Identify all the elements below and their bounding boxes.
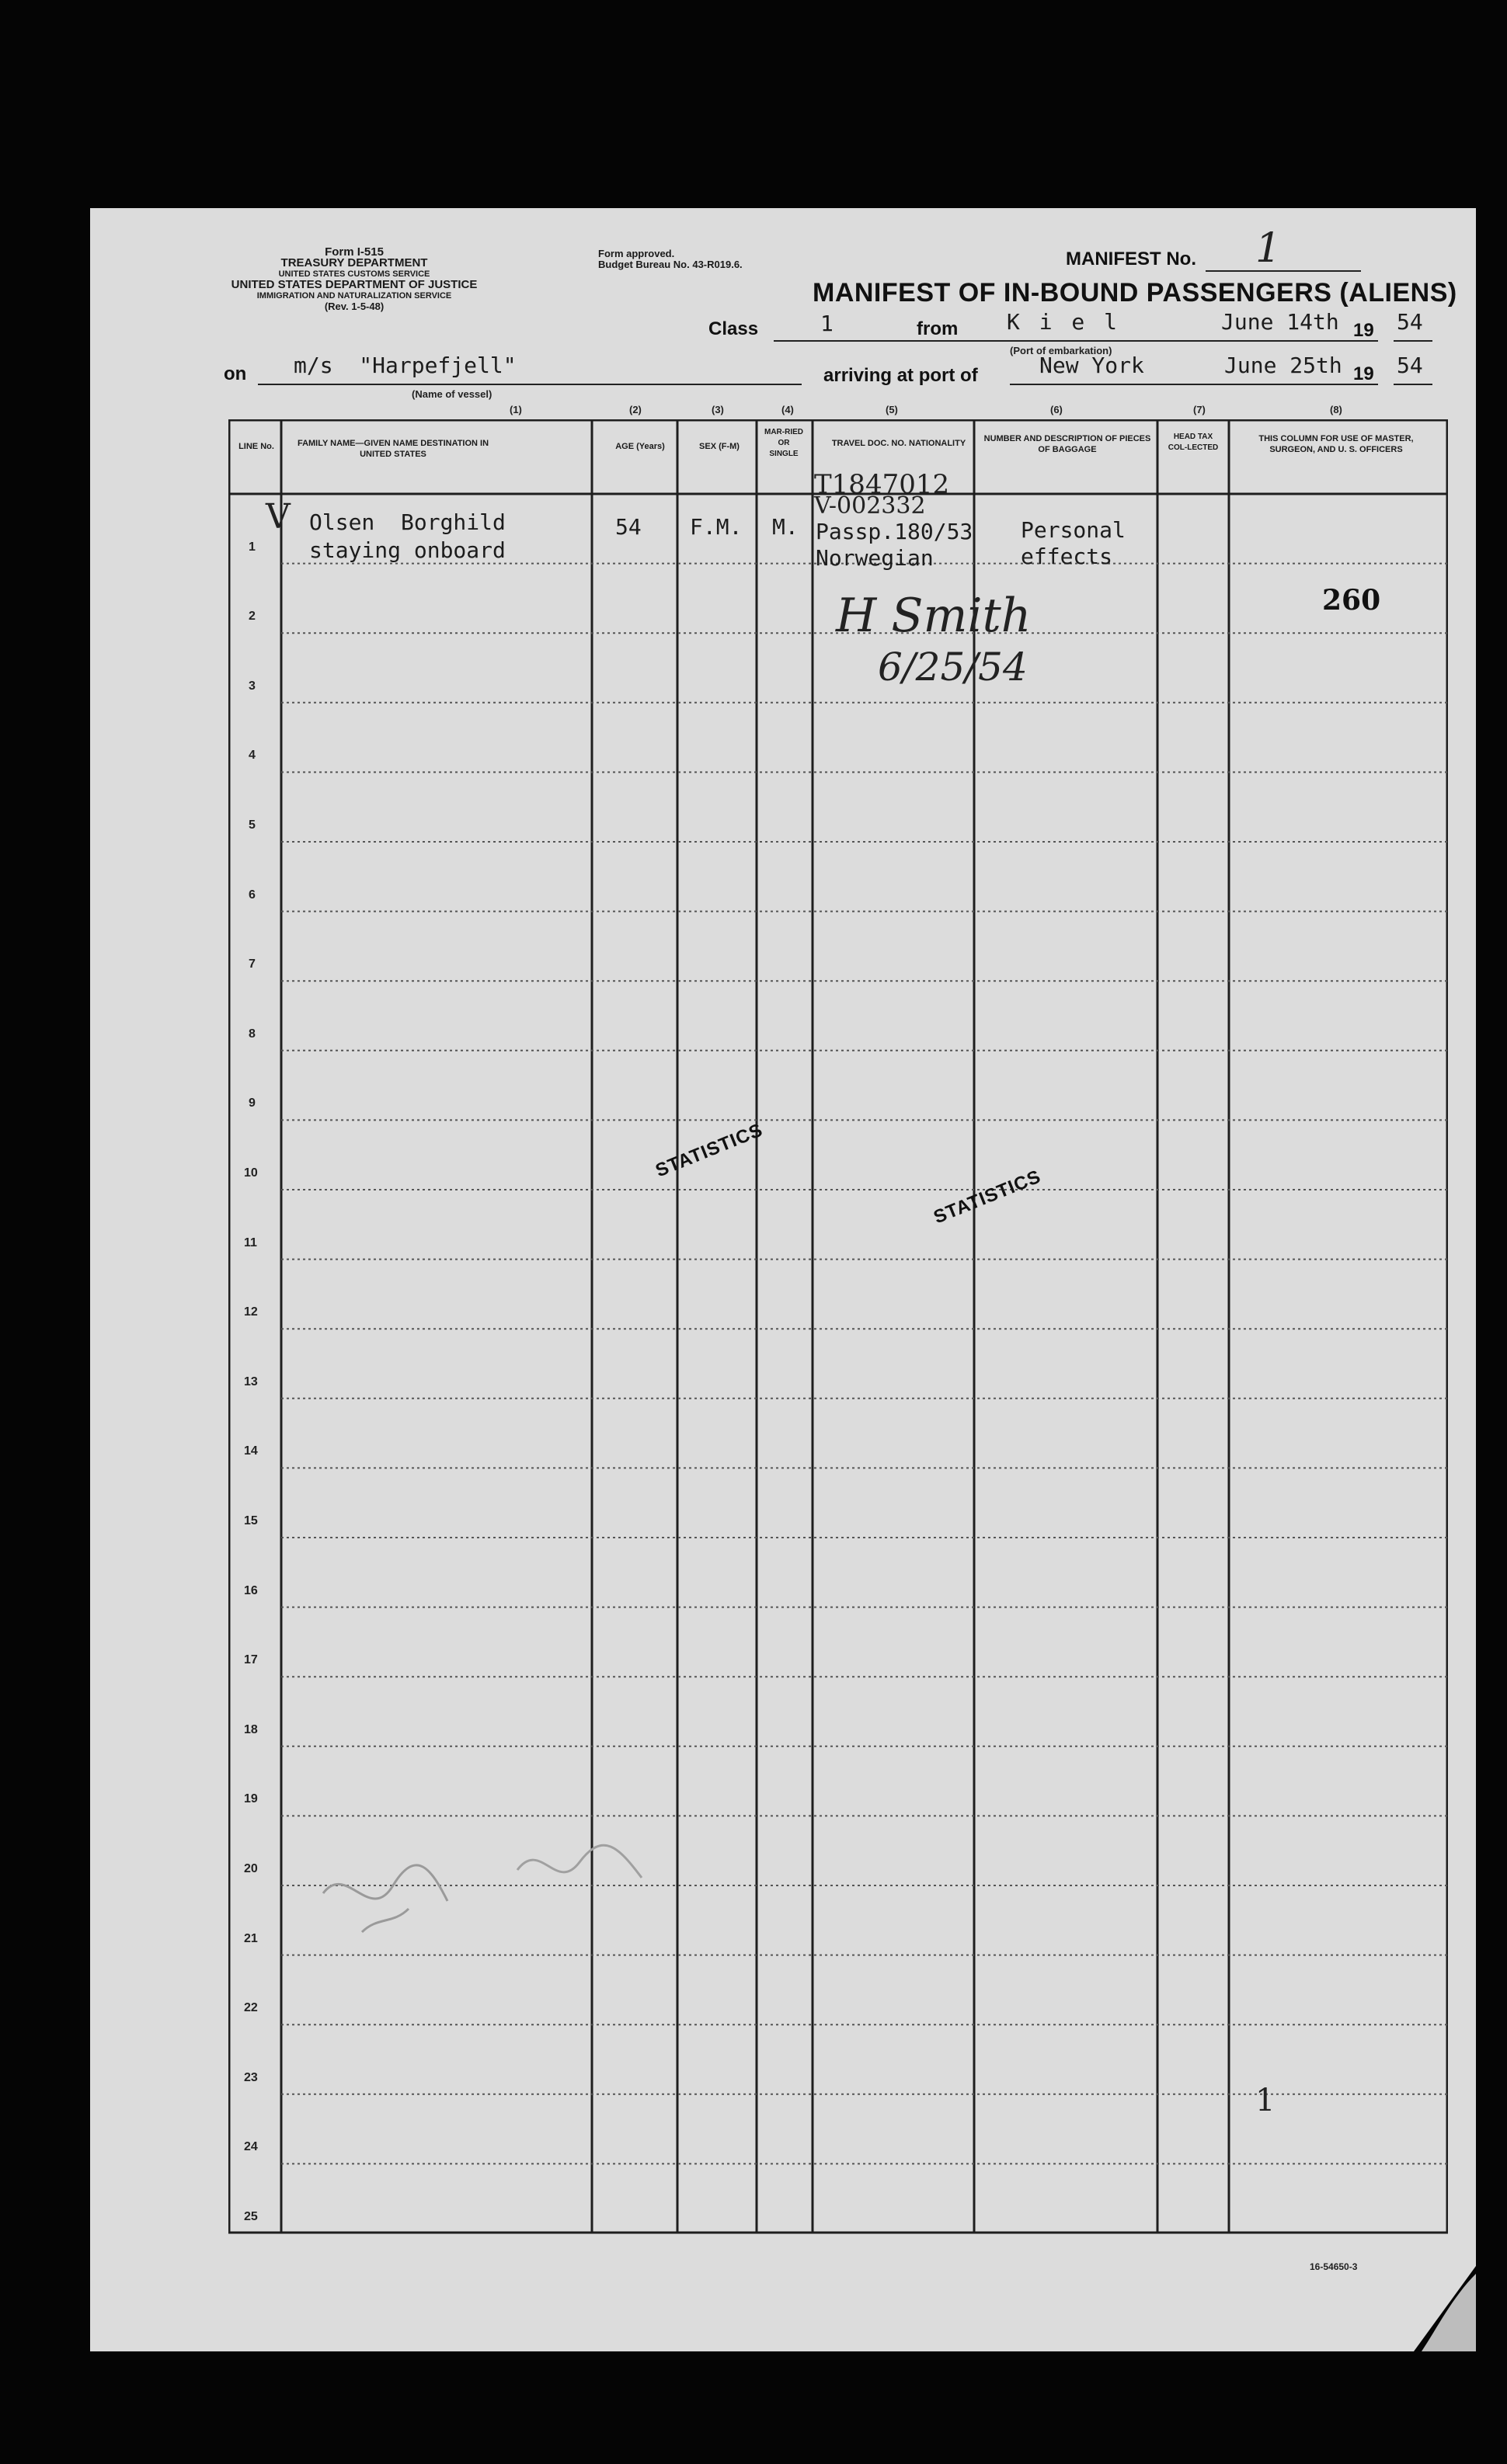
agency-line: UNITED STATES CUSTOMS SERVICE bbox=[278, 269, 430, 279]
officer-number: 260 bbox=[1322, 584, 1381, 617]
column-number: (5) bbox=[886, 404, 898, 415]
embarkation-port: K i e l bbox=[1007, 309, 1121, 335]
line-number: 21 bbox=[244, 1931, 258, 1945]
passenger-age: 54 bbox=[615, 514, 642, 540]
passenger-marital-status: M. bbox=[772, 514, 799, 540]
class-line bbox=[774, 340, 996, 342]
manifest-page bbox=[90, 208, 1476, 2351]
vessel-name: m/s "Harpefjell" bbox=[294, 353, 517, 378]
header-married: MAR-RIED OR SINGLE bbox=[764, 428, 803, 458]
statistics-stamp: STATISTICS bbox=[931, 1166, 1044, 1229]
approval-line: Budget Bureau No. 43-R019.6. bbox=[598, 259, 743, 270]
departure-date: June 14th bbox=[1221, 309, 1339, 335]
travel-doc-handwritten: T1847012 bbox=[814, 469, 950, 500]
year-prefix: 19 bbox=[1353, 363, 1374, 384]
line-number: 6 bbox=[249, 888, 256, 902]
vessel-line bbox=[258, 384, 802, 385]
baggage-description: Personal bbox=[1021, 517, 1126, 543]
approval-line: Form approved. bbox=[598, 248, 675, 259]
passenger-table-grid bbox=[228, 419, 1448, 2236]
manifest-no-line bbox=[1206, 270, 1361, 272]
tick-mark: 1 bbox=[1255, 2083, 1276, 2118]
manifest-label: MANIFEST No. bbox=[1066, 248, 1196, 269]
line-number: 9 bbox=[249, 1096, 256, 1110]
arrival-port-line bbox=[1010, 384, 1232, 385]
arrival-date-line bbox=[1202, 384, 1378, 385]
column-number: (7) bbox=[1193, 404, 1206, 415]
line-number: 1 bbox=[249, 540, 256, 554]
year-prefix: 19 bbox=[1353, 320, 1374, 341]
header-line-no: LINE No. bbox=[238, 442, 274, 451]
passenger-destination: staying onboard bbox=[309, 537, 506, 563]
line-number: 16 bbox=[244, 1583, 258, 1597]
faint-scribble bbox=[510, 1831, 665, 1901]
column-number: (2) bbox=[629, 404, 642, 415]
form-number: Form I-515 bbox=[325, 245, 384, 259]
agency-line: TREASURY DEPARTMENT bbox=[280, 256, 428, 269]
line-number: 7 bbox=[249, 957, 256, 971]
arrival-port: New York bbox=[1039, 353, 1144, 378]
column-number: (1) bbox=[510, 404, 522, 415]
arrival-date: June 25th bbox=[1224, 353, 1342, 378]
line-number: 23 bbox=[244, 2070, 258, 2084]
line-number: 10 bbox=[244, 1166, 258, 1180]
line-number: 18 bbox=[244, 1722, 258, 1736]
from-label: from bbox=[917, 318, 959, 339]
agency-header bbox=[207, 247, 502, 312]
class-label: Class bbox=[708, 318, 759, 339]
arrival-year: 54 bbox=[1397, 353, 1423, 378]
header-officers: THIS COLUMN FOR USE OF MASTER, SURGEON, AND U. S. OFFICERS bbox=[1258, 434, 1414, 454]
line-number: 12 bbox=[244, 1305, 258, 1319]
footer-code: 16-54650-3 bbox=[1310, 2261, 1358, 2272]
nationality: Norwegian bbox=[816, 545, 934, 571]
agency-line: UNITED STATES DEPARTMENT OF JUSTICE bbox=[231, 278, 478, 291]
manifest-title: MANIFEST OF IN-BOUND PASSENGERS (ALIENS) bbox=[813, 278, 1457, 308]
line-number: 5 bbox=[249, 818, 256, 832]
line-number: 19 bbox=[244, 1792, 258, 1806]
line-number: 15 bbox=[244, 1514, 258, 1527]
inspector-signature: H Smith bbox=[836, 589, 1032, 643]
line-number: 3 bbox=[249, 679, 256, 693]
agency-line: IMMIGRATION AND NATURALIZATION SERVICE bbox=[256, 291, 452, 301]
agency-line: (Rev. 1-5-48) bbox=[324, 301, 385, 312]
column-number: (4) bbox=[781, 404, 794, 415]
header-sex: SEX (F-M) bbox=[699, 442, 740, 451]
line-number: 14 bbox=[244, 1444, 258, 1458]
line-number: 22 bbox=[244, 2001, 258, 2015]
arrival-year-line bbox=[1394, 384, 1432, 385]
port-caption: (Port of embarkation) bbox=[1010, 345, 1112, 356]
line-number: 11 bbox=[244, 1235, 257, 1249]
arriving-label: arriving at port of bbox=[823, 365, 978, 386]
column-number: (3) bbox=[712, 404, 724, 415]
header-baggage: NUMBER AND DESCRIPTION OF PIECES OF BAGGAGE bbox=[983, 434, 1151, 454]
header-head-tax: HEAD TAX COL-LECTED bbox=[1168, 433, 1219, 452]
signature-date: 6/25/54 bbox=[878, 645, 1028, 690]
line-number: 4 bbox=[249, 749, 256, 763]
manifest-number: 1 bbox=[1255, 225, 1282, 272]
baggage-description: effects bbox=[1021, 544, 1113, 569]
departure-year: 54 bbox=[1397, 309, 1423, 335]
line-number: 20 bbox=[244, 1862, 258, 1875]
depart-year-line bbox=[1394, 340, 1432, 342]
statistics-stamp: STATISTICS bbox=[653, 1119, 766, 1182]
faint-scribble bbox=[315, 1847, 517, 1940]
line-number: 24 bbox=[244, 2140, 258, 2154]
check-mark: V bbox=[266, 497, 291, 537]
column-number: (8) bbox=[1330, 404, 1342, 415]
header-name: FAMILY NAME—GIVEN NAME DESTINATION IN UNITED STATES bbox=[297, 439, 489, 459]
header-travel-doc: TRAVEL DOC. NO. NATIONALITY bbox=[831, 439, 966, 448]
depart-date-line bbox=[1202, 340, 1378, 342]
on-label: on bbox=[224, 363, 247, 384]
vessel-caption: (Name of vessel) bbox=[412, 388, 492, 400]
travel-doc-handwritten: V-002332 bbox=[814, 492, 926, 520]
passenger-name: Olsen Borghild bbox=[309, 509, 506, 535]
travel-doc-number: Passp.180/53 bbox=[816, 519, 973, 544]
line-number: 17 bbox=[244, 1653, 258, 1667]
line-number: 2 bbox=[249, 610, 256, 624]
page-corner-curl bbox=[1414, 2266, 1476, 2351]
line-number: 8 bbox=[249, 1027, 256, 1041]
approval-note bbox=[598, 248, 743, 270]
line-number: 13 bbox=[244, 1374, 258, 1388]
header-age: AGE (Years) bbox=[615, 442, 665, 451]
passenger-sex: F.M. bbox=[690, 514, 743, 540]
line-number: 25 bbox=[244, 2210, 258, 2223]
column-number: (6) bbox=[1050, 404, 1063, 415]
class-value: 1 bbox=[820, 311, 834, 336]
